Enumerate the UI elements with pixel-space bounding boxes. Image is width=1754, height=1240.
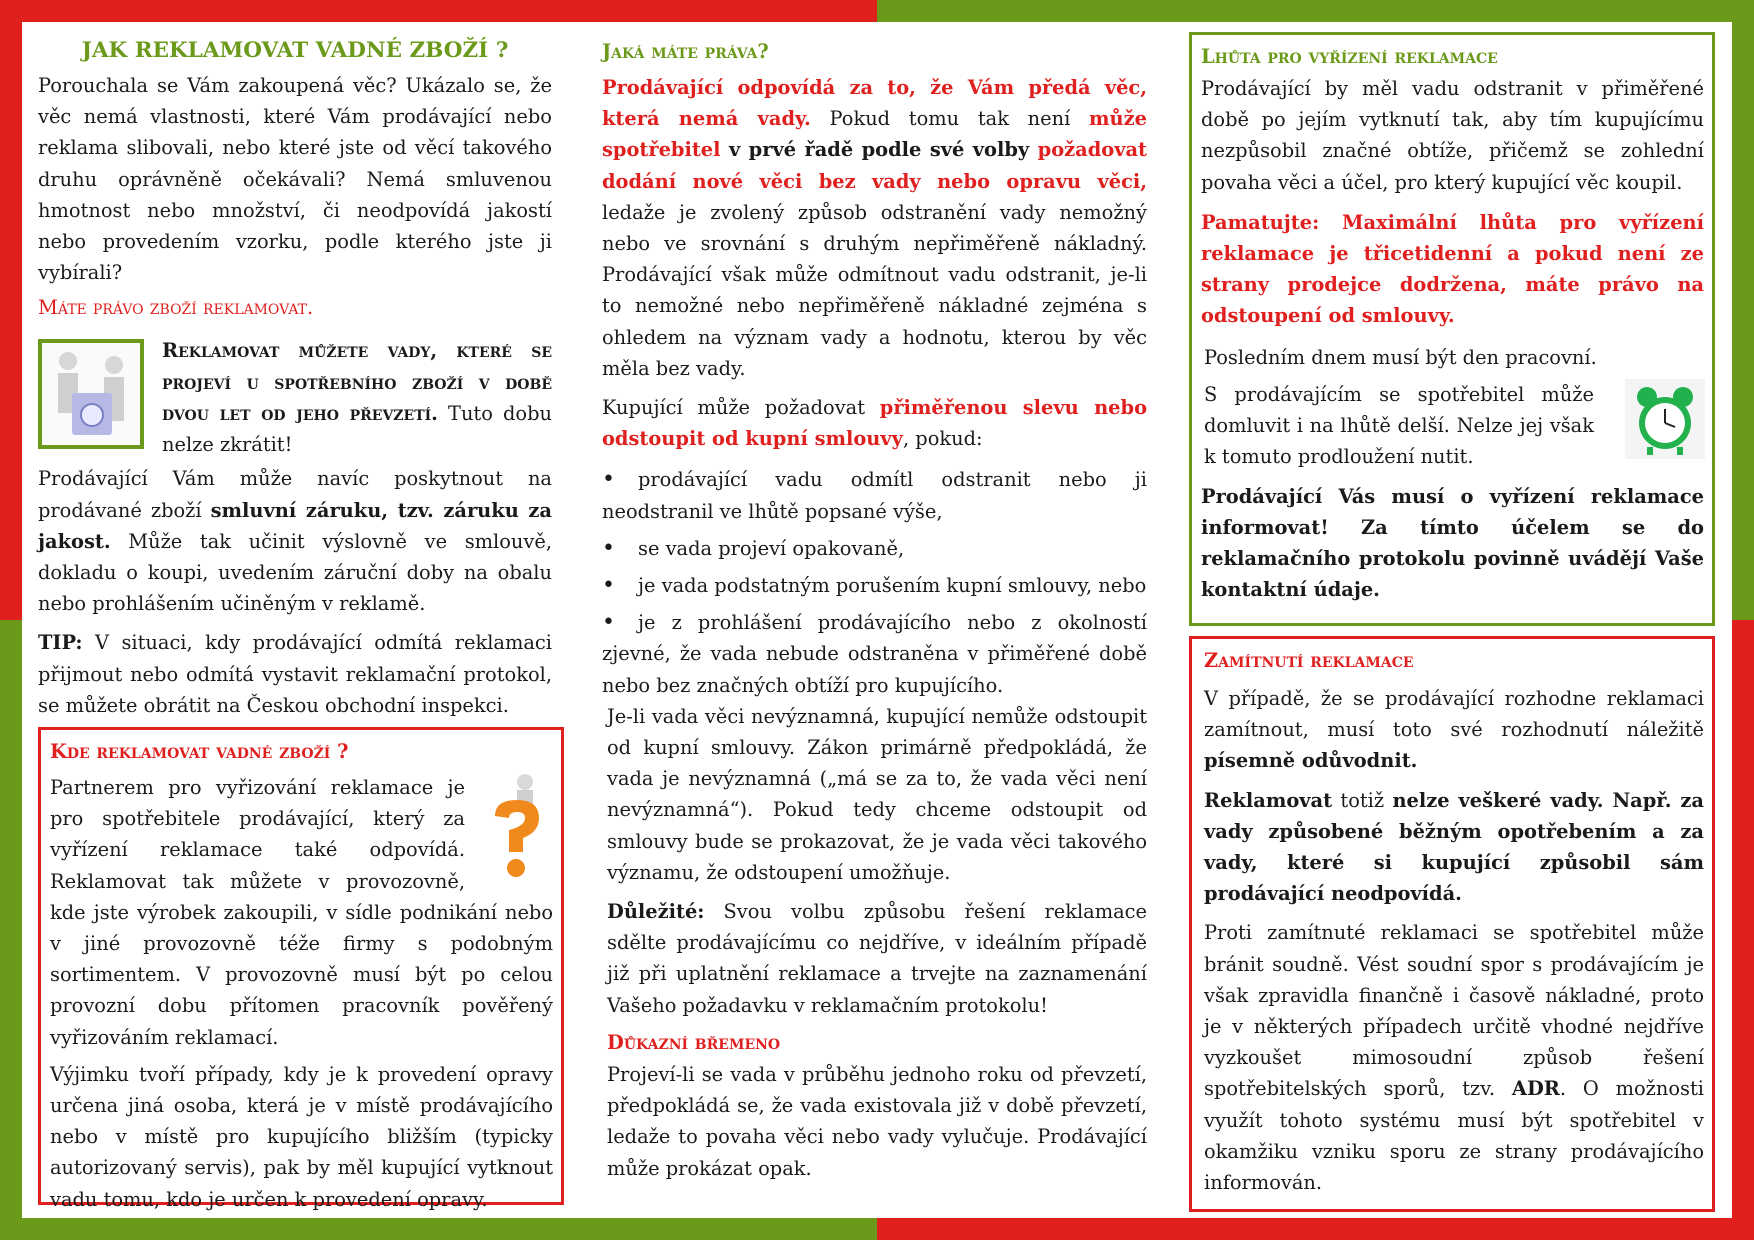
warranty-text-1: Prodávající Vám může navíc poskytnout na prodávané zboží [38,467,552,522]
important-paragraph [602,896,1147,1021]
tip-text: V situaci, kdy prodávající odmítá reklamaci přijmout nebo odmítá vystavit reklamační protokol, se můžete obrátit na Českou obchodní inspekci. [38,631,552,717]
deadline-paragraph-2: Posledním dnem musí být den pracovní. [1204,345,1597,369]
column-1 [38,34,552,721]
frame-bottom-right [877,1218,1754,1240]
rejection-paragraph-1 [1204,683,1704,777]
two-years-text [162,335,552,460]
frame-right-bottom [1732,620,1754,1240]
alarm-clock-icon [1625,379,1705,459]
rejection-text-1: V případě, že se prodávající rozhodne reklamaci zamítnout, musí toto své rozhodnutí náležitě [1204,687,1704,742]
rejection-paragraph-2 [1204,785,1704,910]
rejection-heading: Zamítnutí reklamace [1204,649,1414,672]
discount-text-2: , pokud: [902,427,983,451]
extension-block [1201,379,1704,479]
frame-top-right [877,0,1754,22]
rights-paragraph-1 [602,72,1147,384]
intro-paragraph: Porouchala se Vám zakoupená věc? Ukázalo se, že věc nemá vlastnosti, které Vám prodávající nebo reklama slibovali, nebo které jste od věcí takového druhu oprávněně očekávali? Nemá smluvenou hmotnost nebo množství, či neodpovídá jakostí nebo provedením vzorku, podle kterého jste ji vybírali? [38,74,552,285]
burden-of-proof-heading: Důkazní břemeno [607,1030,781,1054]
washing-machine-repair-figures-icon [38,339,144,449]
rights-paragraph-2 [602,392,1147,454]
rejection-bold-2: Reklamovat [1204,788,1333,812]
discount-text-1: Kupující může požadovat [602,396,880,420]
list-item: • je z prohlášení prodávajícího nebo z okolností zjevné, že vada nebude odstraněna v přiměřené době nebo bez značných obtíží pro kupujícího. [602,610,1147,697]
rights-text-2: ledaže je zvolený způsob odstranění vady nemožný nebo ve srovnání s druhým nepřiměřeně nákladný. Prodávající však může odmítnout vadu odstranit, je-li to nemožné nebo nepřiměřeně nákladné zejména s ohledem na význam vady a hodnotu, kterou by věc měla bez vady. [602,200,1147,380]
where-paragraph-1: Partnerem pro vyřizování reklamace je pro spotřebitele prodávající, který za vyřízení reklamace také odpovídá. Reklamovat tak můžete v provozovně, kde jste výrobek zakoupili, v sídle podnikání nebo v jiné provozovně téže firmy s podobným sortimentem. V provozovně musí být po celou provozní dobu přítomen pracovník pověřený vyřizováním reklamací. [50,776,553,1049]
list-item: • prodávající vadu odmítl odstranit nebo ji neodstranil ve lhůtě popsané výše, [602,467,1147,523]
deadline-heading: Lhůta pro vyřízení reklamace [1201,45,1498,68]
rejection-bold-1: písemně odůvodnit. [1204,749,1418,773]
burden-of-proof-text: Projeví-li se vada v průběhu jednoho roku od převzetí, předpokládá se, že vada existovala již v době převzetí, ledaže to povaha věci nebo vady vylučuje. Prodávající může prokázat opak. [607,1062,1147,1180]
main-title: JAK REKLAMOVAT VADNÉ ZBOŽÍ ? [81,38,509,63]
rejection-text-2: totiž [1332,788,1393,812]
rejection-text-3: Proti zamítnuté reklamaci se spotřebitel může bránit soudně. Vést soudní spor s prodávajícím je však zpravidla finančně i časově nákladné, proto je v některých případech určitě vhodné nejdříve vyzkoušet mimosoudní způsob řešení spotřebitelských sporů, tzv. [1204,921,1704,1101]
important-label: Důležité: [607,900,705,924]
rights-red-1: Prodávající odpovídá za to, že Vám předá věc, která nemá vady. [602,76,1147,131]
two-years-block [38,335,552,457]
warranty-bold: smluvní záruku, tzv. záruku za jakost. [38,498,552,553]
adr-label: ADR [1511,1077,1560,1101]
conditions-list [602,464,1147,700]
frame-bottom-left [0,1218,877,1240]
minor-defect-paragraph: Je-li vada věci nevýznamná, kupující nemůže odstoupit od kupní smlouvy. Zákon primárně předpokládá, že vada je nevýznamná („má se za to, že vada věci není nevýznamná“). Pokud tedy chceme odstoupit od smlouvy bude se prokazovat, že je vada věci takového významu, že odstoupení umožňuje. [607,704,1147,884]
where-to-complain-box [38,727,564,1211]
right-to-complain-heading: Máte právo zboží reklamovat. [38,296,314,320]
tip-paragraph [38,627,552,721]
rejection-paragraph-3 [1204,917,1704,1198]
rejection-box [1189,636,1715,1212]
frame-left-top [0,0,22,620]
question-mark-figure-icon [477,772,553,884]
rights-text-1: Pokud tomu tak není [810,107,1090,131]
list-item: • se vada projeví opakovaně, [602,535,905,561]
where-heading: Kde reklamovat vadné zboží ? [50,740,349,763]
rejection-bold-3: nelze veškeré vady. Např. za vady způsobené běžným opotřebením a za vady, které si kupující způsobil sám prodávající neodpovídá. [1204,788,1704,906]
discount-red: přiměřenou slevu nebo odstoupit od kupní smlouvy [602,396,1147,451]
deadline-paragraph-1: Prodávající by měl vadu odstranit v přiměřené době po jejím vytknutí tak, aby tím kupujícímu nezpůsobil značné obtíže, přičemž se zohlední povaha věci a účel, pro který kupující věc koupil. [1201,77,1704,194]
two-years-rest: Tuto dobu nelze zkrátit! [162,401,552,457]
rights-red-3: požadovat dodání nové věci bez vady nebo opravu věci, [602,138,1147,193]
column-2 [602,34,1147,1184]
inform-paragraph: Prodávající Vás musí o vyřízení reklamace informovat! Za tímto účelem se do reklamačního protokolu povinně uvádějí Vaše kontaktní údaje. [1201,484,1704,602]
remember-paragraph: Pamatujte: Maximální lhůta pro vyřízení reklamace je třicetidenní a pokud není ze strany prodejce dodržena, máte právo na odstoupení od smlouvy. [1201,210,1704,328]
important-text: Svou volbu způsobu řešení reklamace sdělte prodávajícímu co nejdříve, v ideálním případě již při uplatnění reklamace a trvejte na zaznamenání Vašeho požadavku v reklamačním protokolu! [607,900,1147,1017]
rights-bold-1: v prvé řadě podle své volby [720,138,1038,162]
tip-label: TIP: [38,631,83,655]
list-item: • je vada podstatným porušením kupní smlouvy, nebo [602,573,1147,599]
frame-left-bottom [0,620,22,1240]
two-years-bold: Reklamovat můžete vady, které se projeví u spotřebního zboží v době dvou let od jeho převzetí. [162,339,552,425]
rights-heading: Jaká máte práva? [602,40,769,63]
frame-right-top [1732,0,1754,620]
warranty-paragraph [38,463,552,619]
rejection-text-4: . O možnosti využít tohoto systému musí být spotřebitel v okamžiku vzniku sporu ze strany prodávajícího informován. [1204,1077,1704,1195]
frame-top-left [0,0,877,22]
rights-red-2: může spotřebitel [602,107,1147,162]
deadline-paragraph-3: S prodávajícím se spotřebitel může domluvit i na lhůtě delší. Nelze jej však k tomuto prodloužení nutit. [1204,382,1594,469]
where-paragraph-2: Výjimku tvoří případy, kdy je k provedení opravy určena jiná osoba, která je v místě prodávajícího nebo v místě pro kupujícího bližším (typicky autorizovaný servis), pak by měl kupující vytknout vadu tomu, kdo je určen k provedení opravy. [50,1062,553,1211]
deadline-box [1189,32,1715,626]
warranty-text-2: Může tak učinit výslovně ve smlouvě, dokladu o koupi, uvedením záruční doby na obalu nebo prohlášením učiněným v reklamě. [38,529,552,616]
